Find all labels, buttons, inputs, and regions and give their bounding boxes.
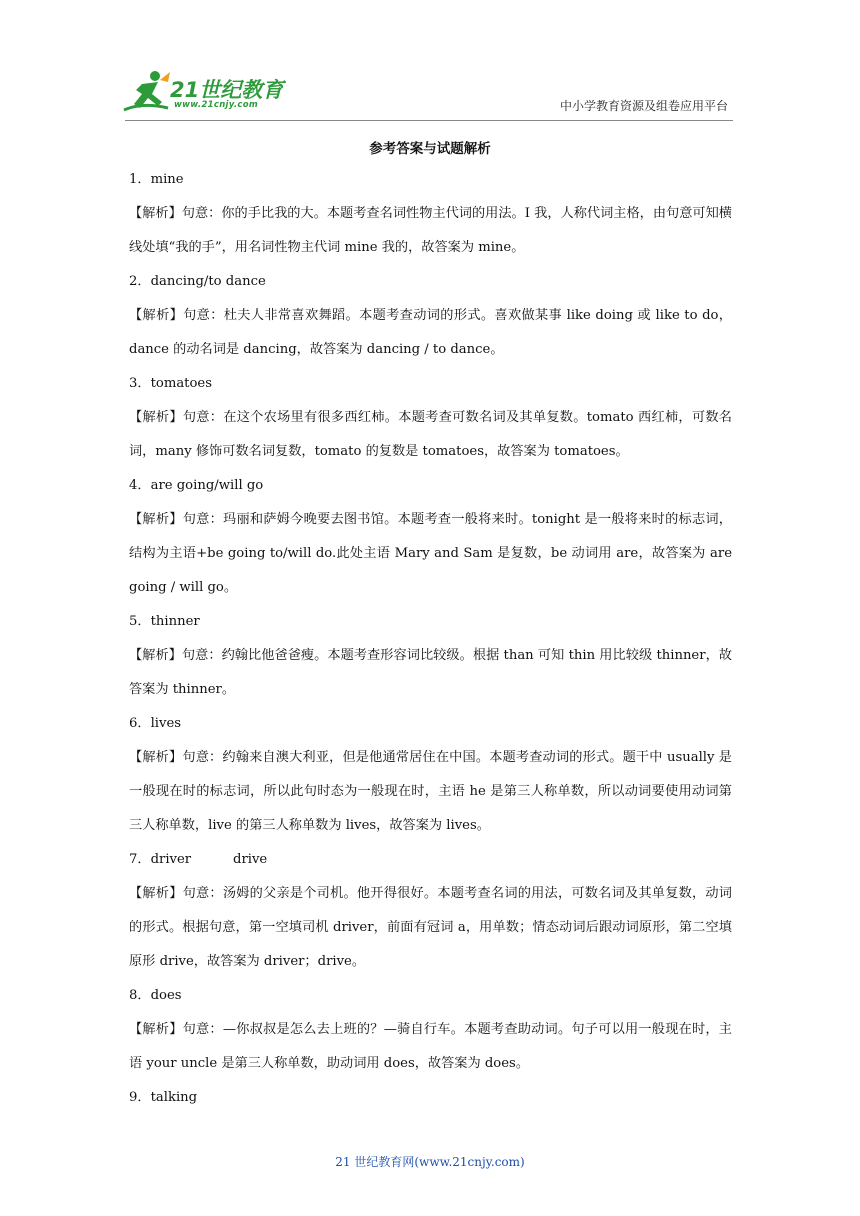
answer-line: 9．talking xyxy=(129,1090,198,1105)
explanation-paragraph: 【解析】句意：你的手比我的大。本题考查名词性物主代词的用法。I 我，人称代词主格，由句意可知横线处填“我的手”，用名词性物主代词 mine 我的，故答案为 mine。 xyxy=(129,206,732,255)
answer-line: 3．tomatoes xyxy=(129,376,212,391)
runner-logo-icon xyxy=(122,68,172,116)
site-logo xyxy=(122,68,292,116)
explanation-paragraph: 【解析】句意：玛丽和萨姆今晚要去图书馆。本题考查一般将来时。tonight 是一般将来时的标志词，结构为主语+be going to/will do.此处主语 Mary and Sam 是复数，be 动词用 are，故答案为 are going / will go。 xyxy=(129,512,732,595)
answer-list xyxy=(129,163,732,1115)
explanation-paragraph: 【解析】句意：杜夫人非常喜欢舞蹈。本题考查动词的形式。喜欢做某事 like doing 或 like to do，dance 的动名词是 dancing，故答案为 dancing / to dance。 xyxy=(129,308,732,357)
answer-line: 2．dancing/to dance xyxy=(129,274,266,289)
header-divider xyxy=(125,120,733,121)
answer-line: 7．driver drive xyxy=(129,852,268,867)
explanation-paragraph: 【解析】句意：约翰比他爸爸瘦。本题考查形容词比较级。根据 than 可知 thin 用比较级 thinner，故答案为 thinner。 xyxy=(129,648,732,697)
page-title: 参考答案与试题解析 xyxy=(369,141,491,157)
explanation-paragraph: 【解析】句意：汤姆的父亲是个司机。他开得很好。本题考查名词的用法，可数名词及其单复数，动词的形式。根据句意，第一空填司机 driver，前面有冠词 a，用单数；情态动词后跟动词原形，第二空填原形 drive，故答案为 driver；drive。 xyxy=(129,886,732,969)
answer-line: 8．does xyxy=(129,988,182,1003)
answer-line: 1．mine xyxy=(129,172,184,187)
page-footer[interactable]: 21 世纪教育网(www.21cnjy.com) xyxy=(335,1155,525,1169)
platform-tagline: 中小学教育资源及组卷应用平台 xyxy=(559,99,728,113)
answer-line: 5．thinner xyxy=(129,614,200,629)
logo-text: 21世纪教育 xyxy=(170,78,284,102)
explanation-paragraph: 【解析】句意：约翰来自澳大利亚，但是他通常居住在中国。本题考查动词的形式。题干中 usually 是一般现在时的标志词，所以此句时态为一般现在时，主语 he 是第三人称单数，所以动词要使用动词第三人称单数，live 的第三人称单数为 lives，故答案为 lives。 xyxy=(129,750,732,833)
answer-line: 4．are going/will go xyxy=(129,478,264,493)
explanation-paragraph: 【解析】句意：—你叔叔是怎么去上班的？—骑自行车。本题考查助动词。句子可以用一般现在时，主语 your uncle 是第三人称单数，助动词用 does，故答案为 does。 xyxy=(129,1022,732,1071)
explanation-paragraph: 【解析】句意：在这个农场里有很多西红柿。本题考查可数名词及其单复数。tomato 西红柿，可数名词，many 修饰可数名词复数，tomato 的复数是 tomatoes，故答案为 tomatoes。 xyxy=(129,410,732,459)
answer-line: 6．lives xyxy=(129,716,182,731)
page-header xyxy=(0,0,860,125)
logo-url: www.21cnjy.com xyxy=(174,100,258,110)
